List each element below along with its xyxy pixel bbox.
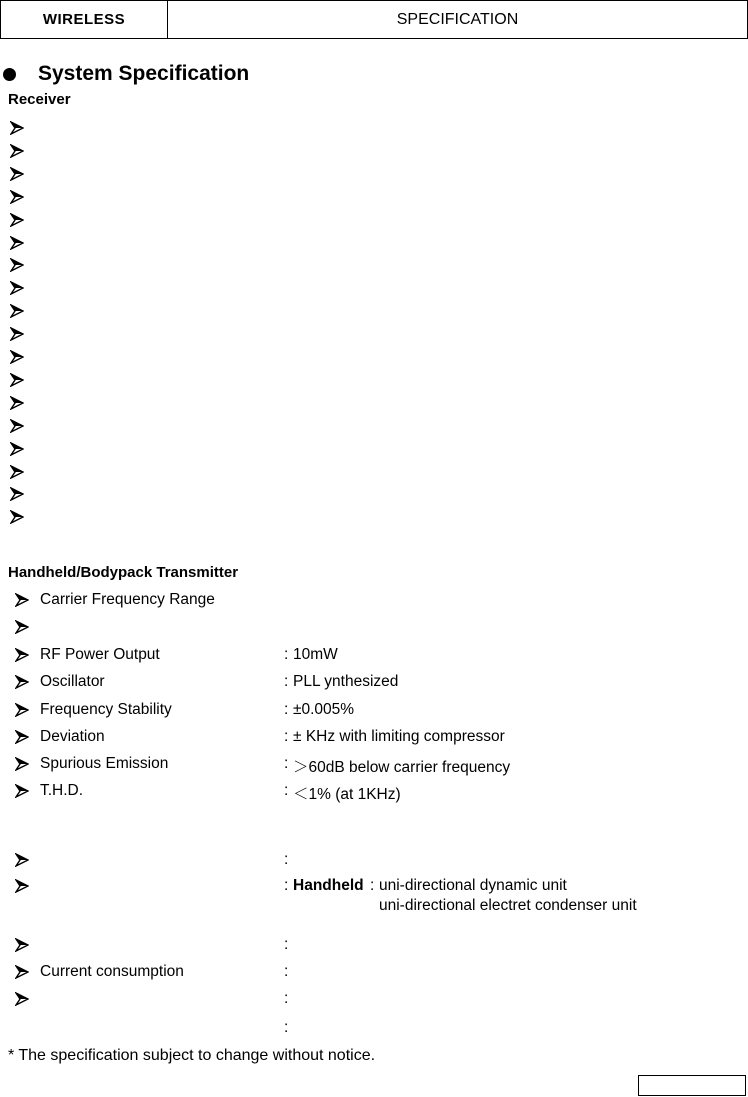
spec-value: 10mW [293,646,338,663]
handheld-value: uni-directional dynamic unit [379,877,567,894]
arrow-bullet-icon [10,236,24,250]
spec-label: Deviation [40,728,105,745]
spec-colon: : [284,851,289,868]
document-header [0,0,748,39]
arrow-bullet-icon [10,190,24,204]
section-heading [0,62,249,86]
spec-value: ＜1% (at 1KHz) [293,786,401,803]
spec-row-deviation [0,727,748,749]
spec-colon: : [284,646,289,663]
arrow-bullet-icon [15,853,29,867]
spec-value: ＞60dB below carrier frequency [293,759,511,776]
arrow-bullet-icon [10,144,24,158]
handheld-label: Handheld [293,877,364,894]
spec-colon: : [284,936,289,953]
spec-row-unlabeled [0,850,748,872]
spec-row-frequency-stability [0,700,748,722]
arrow-bullet-icon [15,992,29,1006]
spec-row-rf-power [0,645,748,667]
spec-colon: : [284,963,289,980]
arrow-bullet-icon [15,620,29,634]
arrow-bullet-icon [10,281,24,295]
arrow-bullet-icon [15,675,29,689]
spec-colon: : [284,782,289,799]
transmitter-heading: Handheld/Bodypack Transmitter [8,564,239,581]
arrow-bullet-icon [15,938,29,952]
spec-row-spurious-emission [0,754,748,776]
section-title: System Specification [38,62,250,85]
arrow-bullet-icon [10,465,24,479]
arrow-bullet-icon [10,373,24,387]
spec-colon-inner: : [370,877,375,894]
arrow-bullet-icon [10,121,24,135]
page-number-box [638,1075,746,1096]
arrow-bullet-icon [10,304,24,318]
spec-row-unlabeled [0,935,748,957]
spec-colon: : [284,990,289,1007]
arrow-bullet-icon [10,487,24,501]
spec-row-current-consumption [0,962,748,984]
arrow-bullet-icon [15,648,29,662]
spec-value: ± KHz with limiting compressor [293,728,505,745]
spec-colon: : [284,877,289,894]
arrow-bullet-icon [10,327,24,341]
spec-colon: : [284,728,289,745]
header-brand: WIRELESS [1,1,168,38]
spec-row-microphone [0,876,748,920]
spec-label: T.H.D. [40,782,84,799]
arrow-bullet-icon [10,510,24,524]
spec-colon: : [284,701,289,718]
header-title: SPECIFICATION [396,10,519,28]
arrow-bullet-icon [10,442,24,456]
spec-colon: : [284,755,289,772]
spec-label: Oscillator [40,673,105,690]
spec-row-trailing [0,1018,748,1040]
bullet-dot-icon [3,68,16,81]
spec-row-unlabeled [0,989,748,1011]
spec-row-carrier-frequency [0,590,748,612]
spec-value: ±0.005% [293,701,355,718]
arrow-bullet-icon [10,258,24,272]
spec-label: Carrier Frequency Range [40,591,215,608]
spec-label: Current consumption [40,963,184,980]
receiver-heading: Receiver [8,91,71,108]
arrow-bullet-icon [10,213,24,227]
arrow-bullet-icon [10,419,24,433]
arrow-bullet-icon [10,167,24,181]
spec-label: Frequency Stability [40,701,172,718]
arrow-bullet-icon [15,593,29,607]
spec-row-blank [0,617,748,639]
arrow-bullet-icon [15,730,29,744]
bodypack-value: uni-directional electret condenser unit [379,897,637,914]
spec-colon: : [284,1019,289,1036]
arrow-bullet-icon [15,757,29,771]
arrow-bullet-icon [15,965,29,979]
arrow-bullet-icon [15,703,29,717]
arrow-bullet-icon [10,350,24,364]
spec-row-thd [0,781,748,803]
arrow-bullet-icon [10,396,24,410]
arrow-bullet-icon [15,784,29,798]
spec-colon: : [284,673,289,690]
spec-value: PLL ynthesized [293,673,399,690]
spec-label: RF Power Output [40,646,160,663]
arrow-bullet-icon [15,879,29,893]
footnote: * The specification subject to change without notice. [8,1047,376,1064]
spec-label: Spurious Emission [40,755,169,772]
spec-row-oscillator [0,672,748,694]
